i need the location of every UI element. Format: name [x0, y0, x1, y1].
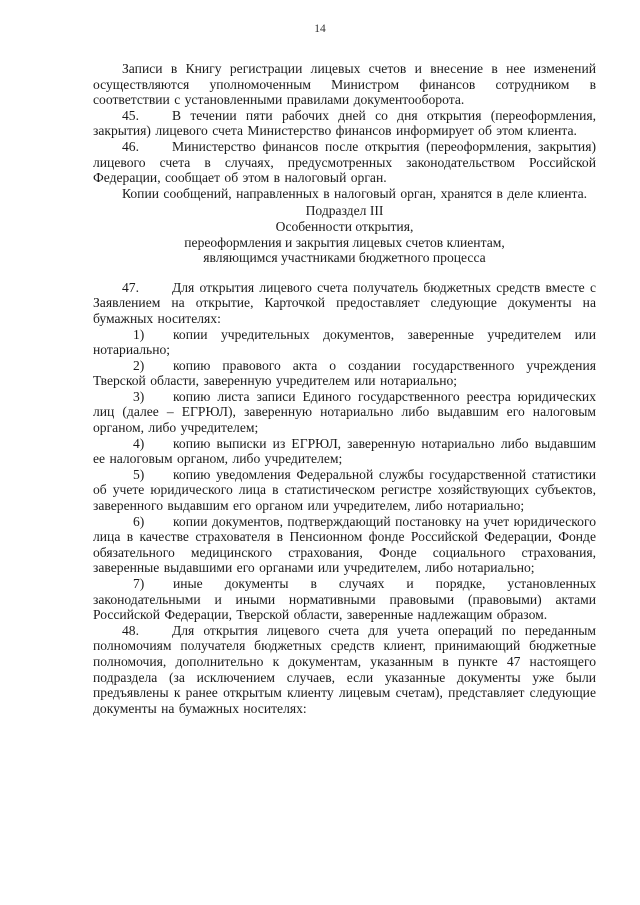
- list-item: [93, 389, 596, 436]
- paragraph-copies-stored: Копии сообщений, направленных в налоговый орган, хранятся в деле клиента.: [122, 185, 588, 201]
- paragraph-text: Для открытия лицевого счета получатель бюджетных средств вместе с Заявлением на открытие, Карточкой предоставляет следующие документы на бумажных носителях:: [93, 279, 596, 326]
- paragraph-registration-book: Записи в Книгу регистрации лицевых счетов и внесение в нее изменений осуществляются уполномоченным Министром финансов сотрудником в соответствии с установленными правилами документооборота.: [93, 61, 596, 108]
- list-item: [93, 576, 596, 623]
- list-item-number: 1): [133, 326, 145, 342]
- list-item: [93, 358, 596, 389]
- list-item: [93, 514, 596, 576]
- list-item-text: иные документы в случаях и порядке, установленных законодательными и иными нормативными правовыми (правовыми) актами Российской Федерации, Тверской области, заверенные надлежащим образом.: [93, 576, 596, 623]
- paragraph-46: [93, 139, 596, 186]
- subsection-number: Подраздел III: [305, 203, 384, 219]
- paragraph-48: [93, 623, 596, 717]
- page-number: 14: [314, 23, 326, 35]
- list-item-number: 3): [133, 388, 145, 404]
- paragraph-47: [93, 280, 596, 327]
- subsection-heading: [93, 203, 596, 265]
- paragraph-number: 47.: [122, 279, 139, 295]
- list-item-text: копию выписки из ЕГРЮЛ, заверенную нотариально либо выдавшим ее налоговым органом, либо учредителем;: [93, 435, 596, 467]
- paragraph-text: Министерство финансов после открытия (переоформления, закрытия) лицевого счета в случаях, предусмотренных законодательством Российской Федерации, сообщает об этом в налоговый орган.: [93, 138, 596, 186]
- subsection-title-line-3: являющимся участниками бюджетного процесса: [203, 250, 486, 266]
- paragraph-45: [93, 108, 596, 139]
- list-item-text: копию уведомления Федеральной службы государственной статистики об учете юридического лица в статистическом регистре хозяйствующих субъектов, заверенного выдавшим его органом или учредителем, либо нотариально;: [93, 466, 596, 514]
- list-item: [93, 467, 596, 514]
- list-item-text: копию листа записи Единого государственного реестра юридических лиц (далее – ЕГРЮЛ), заверенную нотариально либо выдавшим его налоговым органом, либо учредителем;: [93, 388, 596, 436]
- list-item: [93, 327, 596, 358]
- list-item-number: 7): [133, 576, 145, 591]
- paragraph-text: Для открытия лицевого счета для учета операций по переданным полномочиям получателя бюджетных средств клиент, принимающий бюджетные полномочия, дополнительно к документам, указанным в пункте 47 настоящего подраздела (за исключением случаев, если указанные документы уже были предъявлены к ранее открытым клиенту лицевым счетам), представляет следующие документы на бумажных носителях:: [93, 622, 596, 716]
- document-body: [93, 61, 596, 716]
- paragraph-number: 48.: [122, 622, 139, 638]
- subsection-title-line-2: переоформления и закрытия лицевых счетов клиентам,: [184, 234, 505, 250]
- paragraph-number: 45.: [122, 107, 139, 123]
- list-item-text: копии учредительных документов, заверенные учредителем или нотариально;: [93, 326, 596, 358]
- list-item-text: копию правового акта о создании государственного учреждения Тверской области, заверенную учредителем или нотариально;: [93, 357, 596, 389]
- subsection-title-line-1: Особенности открытия,: [275, 218, 414, 234]
- paragraph-text: В течении пяти рабочих дней со дня открытия (переоформления, закрытия) лицевого счета Министерство финансов информирует об этом клиента.: [93, 107, 596, 139]
- list-item-number: 2): [133, 357, 145, 373]
- list-item-text: копии документов, подтверждающий постановку на учет юридического лица в качестве страхователя в Пенсионном фонде Российской Федерации, Фонде обязательного медицинского страхования, Фонде социального страхования, заверенные выдавшими его органами или учредителем, либо нотариально;: [93, 513, 596, 576]
- list-item: [93, 436, 596, 467]
- paragraph-number: 46.: [122, 138, 139, 154]
- list-item-number: 6): [133, 513, 145, 529]
- list-item-number: 5): [133, 466, 145, 482]
- list-item-number: 4): [133, 435, 145, 451]
